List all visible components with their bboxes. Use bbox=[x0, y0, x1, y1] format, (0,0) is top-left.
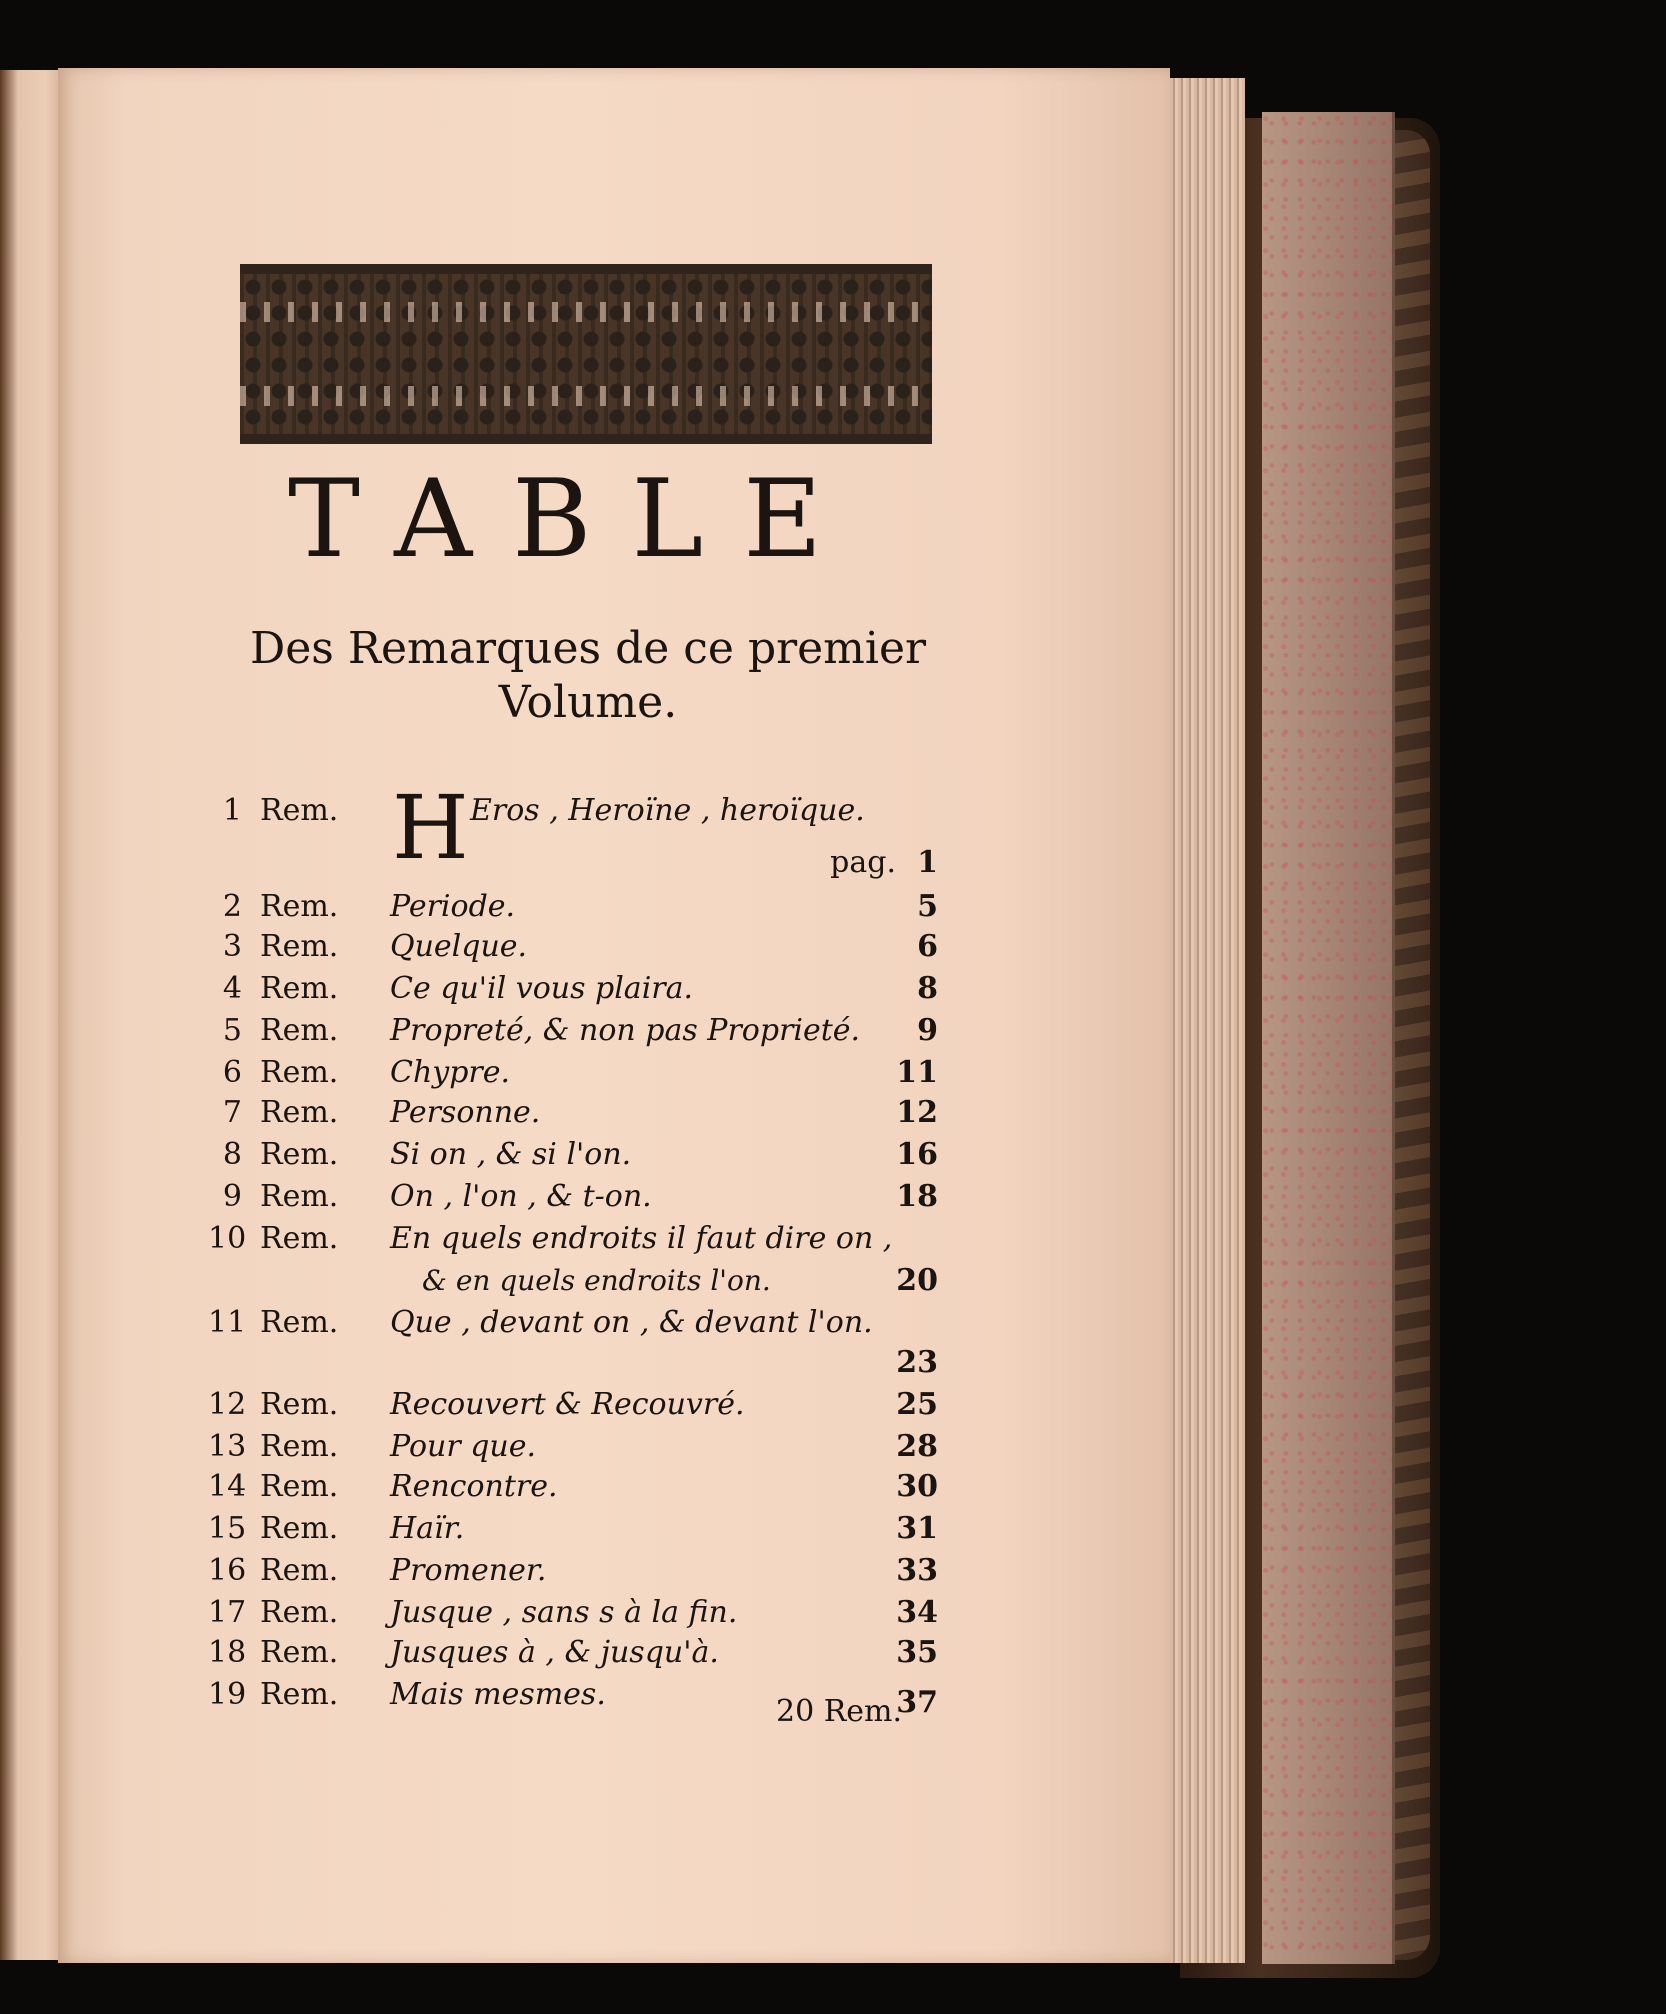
entry-number: 3 bbox=[222, 929, 242, 964]
entry-number: 14 bbox=[208, 1469, 247, 1504]
entry-rem-label: Rem. bbox=[260, 1137, 339, 1172]
toc-entry bbox=[208, 1092, 938, 1134]
entry-number: 7 bbox=[222, 1095, 242, 1130]
entry-page: 5 bbox=[917, 889, 938, 924]
entry-number: 15 bbox=[208, 1511, 247, 1546]
entry-rem-label: Rem. bbox=[260, 1013, 339, 1048]
toc-entry bbox=[208, 776, 938, 880]
toc-entry bbox=[208, 1176, 938, 1218]
entry-rem-label: Rem. bbox=[260, 1511, 339, 1546]
entry-page: 28 bbox=[896, 1429, 938, 1464]
entry-number: 17 bbox=[208, 1595, 247, 1630]
entry-rem-label: Rem. bbox=[260, 1595, 339, 1630]
entry-text: Personne. bbox=[390, 1095, 541, 1130]
entry-continuation-text: & en quels endroits l'on. bbox=[422, 1264, 771, 1297]
entry-number: 8 bbox=[222, 1137, 242, 1172]
entry-page: 37 bbox=[896, 1685, 938, 1720]
entry-page: 6 bbox=[917, 929, 938, 964]
printers-ornament-band bbox=[240, 264, 932, 444]
entry-page: 23 bbox=[896, 1345, 938, 1380]
entry-number: 12 bbox=[208, 1387, 247, 1422]
toc-entry bbox=[208, 1632, 938, 1674]
entry-text: Haïr. bbox=[390, 1511, 465, 1546]
toc-entry bbox=[208, 1010, 938, 1052]
entry-number: 4 bbox=[222, 971, 242, 1006]
entry-rem-label: Rem. bbox=[260, 1635, 339, 1670]
entry-rem-label: Rem. bbox=[260, 1469, 339, 1504]
entry-text: Si on , & si l'on. bbox=[390, 1137, 632, 1172]
entry-rem-label: Rem. bbox=[260, 1553, 339, 1588]
entry-rem-label: Rem. bbox=[260, 971, 339, 1006]
entry-rem-label: Rem. bbox=[260, 1387, 339, 1422]
toc-entry bbox=[208, 1508, 938, 1550]
entry-rem-label: Rem. bbox=[260, 929, 339, 964]
entry-text: Que , devant on , & devant l'on. bbox=[390, 1305, 873, 1340]
entry-number: 6 bbox=[222, 1055, 242, 1090]
toc-entry bbox=[208, 926, 938, 968]
entry-page: 1 bbox=[917, 845, 938, 880]
entry-page: 12 bbox=[896, 1095, 938, 1130]
entry-rem-label: Rem. bbox=[260, 1221, 339, 1256]
entry-rem-label: Rem. bbox=[260, 1677, 339, 1712]
entry-text: Pour que. bbox=[390, 1429, 537, 1464]
toc-entry bbox=[208, 1592, 938, 1634]
entry-text: Eros , Heroïne , heroïque. bbox=[470, 793, 865, 828]
entry-rem-label: Rem. bbox=[260, 889, 339, 924]
pag-label: pag. bbox=[830, 845, 896, 880]
entry-text: Chypre. bbox=[390, 1055, 511, 1090]
left-facing-page bbox=[0, 70, 60, 1960]
entry-text: Quelque. bbox=[390, 929, 528, 964]
toc-entry bbox=[208, 1134, 938, 1176]
entry-text: Recouvert & Recouvré. bbox=[390, 1387, 745, 1422]
entry-page: 20 bbox=[896, 1263, 938, 1298]
toc-entry bbox=[208, 1302, 938, 1344]
toc-entry bbox=[208, 1218, 938, 1260]
entry-page: 31 bbox=[896, 1511, 938, 1546]
entry-rem-label: Rem. bbox=[260, 1055, 339, 1090]
toc-entry bbox=[208, 1550, 938, 1592]
entry-number: 19 bbox=[208, 1677, 247, 1712]
entry-page: 9 bbox=[917, 1013, 938, 1048]
entry-text: Promener. bbox=[390, 1553, 547, 1588]
entry-rem-label: Rem. bbox=[260, 1429, 339, 1464]
entry-page: 30 bbox=[896, 1469, 938, 1504]
entry-text: Propreté, & non pas Proprieté. bbox=[390, 1013, 861, 1048]
entry-page: 11 bbox=[896, 1055, 938, 1090]
entry-rem-label: Rem. bbox=[260, 793, 339, 828]
entry-number: 16 bbox=[208, 1553, 247, 1588]
entry-page: 34 bbox=[896, 1595, 938, 1630]
entry-text: Mais mesmes. bbox=[390, 1677, 606, 1712]
table-page bbox=[58, 68, 1170, 1963]
catchword: 20 Rem. bbox=[776, 1694, 903, 1729]
toc-entry bbox=[208, 1426, 938, 1468]
toc-entry bbox=[208, 1384, 938, 1426]
entry-number: 18 bbox=[208, 1635, 247, 1670]
entry-text: Jusque , sans s à la fin. bbox=[390, 1595, 738, 1630]
entry-number: 13 bbox=[208, 1429, 247, 1464]
page-subtitle: Des Remarques de ce premier Volume. bbox=[249, 623, 927, 728]
entry-number: 11 bbox=[208, 1305, 247, 1340]
stacked-page-edges bbox=[1170, 78, 1245, 1963]
entry-text: Ce qu'il vous plaira. bbox=[390, 971, 694, 1006]
entry-page: 18 bbox=[896, 1179, 938, 1214]
entry-text: On , l'on , & t-on. bbox=[390, 1179, 652, 1214]
entry-number: 1 bbox=[222, 793, 242, 828]
entry-rem-label: Rem. bbox=[260, 1179, 339, 1214]
entry-number: 2 bbox=[222, 889, 242, 924]
entry-text: Jusques à , & jusqu'à. bbox=[390, 1635, 719, 1670]
entry-number: 10 bbox=[208, 1221, 247, 1256]
toc-entry bbox=[208, 1466, 938, 1508]
entry-page: 16 bbox=[896, 1137, 938, 1172]
page-title: TABLE bbox=[288, 457, 863, 582]
entry-number: 5 bbox=[222, 1013, 242, 1048]
entry-rem-label: Rem. bbox=[260, 1095, 339, 1130]
toc-entry bbox=[208, 886, 938, 928]
toc-entry bbox=[208, 1052, 938, 1094]
toc-entry bbox=[208, 968, 938, 1010]
page-fore-edge bbox=[1262, 112, 1395, 1964]
entry-number: 9 bbox=[222, 1179, 242, 1214]
entry-text: Rencontre. bbox=[390, 1469, 558, 1504]
entry-page: 25 bbox=[896, 1387, 938, 1422]
entry-text: Periode. bbox=[390, 889, 516, 924]
entry-rem-label: Rem. bbox=[260, 1305, 339, 1340]
entry-page: 33 bbox=[896, 1553, 938, 1588]
toc-entry-continuation bbox=[208, 1260, 938, 1302]
entry-page: 35 bbox=[896, 1635, 938, 1670]
entry-text: En quels endroits il faut dire on , bbox=[390, 1221, 893, 1256]
drop-cap: H bbox=[392, 776, 469, 879]
entry-page: 8 bbox=[917, 971, 938, 1006]
toc-entry-continuation bbox=[208, 1342, 938, 1384]
